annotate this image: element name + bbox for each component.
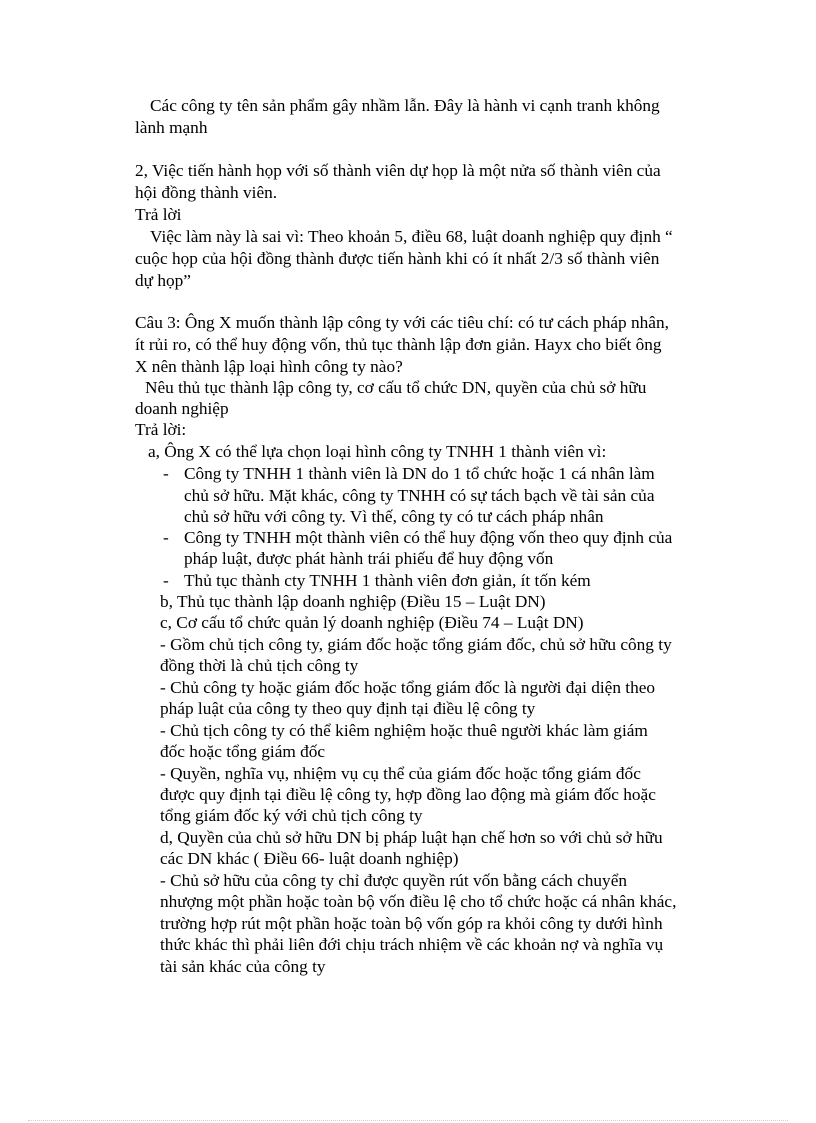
bullet-dash: - xyxy=(163,464,169,483)
section-line: tổng giám đốc ký với chủ tịch công ty xyxy=(160,806,423,825)
section-line: nhượng một phần hoặc toàn bộ vốn điều lệ cho tổ chức hoặc cá nhân khác, xyxy=(160,892,677,911)
bullet-dash: - xyxy=(163,528,169,547)
section-line: đồng thời là chủ tịch công ty xyxy=(160,656,359,675)
section-line: trường hợp rút một phần hoặc toàn bộ vốn góp ra khỏi công ty dưới hình xyxy=(160,914,663,933)
question-line: hội đồng thành viên. xyxy=(135,183,278,202)
bullet-line: Công ty TNHH 1 thành viên là DN do 1 tổ chức hoặc 1 cá nhân làm xyxy=(184,464,655,483)
question-line: 2, Việc tiến hành họp với số thành viên dự họp là một nửa số thành viên của xyxy=(135,161,661,180)
answer-section-d: d, Quyền của chủ sở hữu DN bị pháp luật hạn chế hơn so với chủ sở hữu xyxy=(160,828,663,847)
bullet-line: chủ sở hữu với công ty. Vì thế, công ty có tư cách pháp nhân xyxy=(184,507,604,526)
bullet-line: Công ty TNHH một thành viên có thể huy động vốn theo quy định của xyxy=(184,528,673,547)
section-line: tài sản khác của công ty xyxy=(160,957,326,976)
question-line: X nên thành lập loại hình công ty nào? xyxy=(135,357,403,376)
answer-line: cuộc họp của hội đồng thành được tiến hành khi có ít nhất 2/3 số thành viên xyxy=(135,249,660,268)
answer-label: Trả lời xyxy=(135,205,182,224)
section-line: - Chủ công ty hoặc giám đốc hoặc tổng giám đốc là người đại diện theo xyxy=(160,678,656,697)
answer-section-b: b, Thủ tục thành lập doanh nghiệp (Điều 15 – Luật DN) xyxy=(160,592,546,611)
answer-section-c: c, Cơ cấu tổ chức quản lý doanh nghiệp (Điều 74 – Luật DN) xyxy=(160,613,584,632)
section-line: pháp luật của công ty theo quy định tại điều lệ công ty xyxy=(160,699,536,718)
paragraph-line: Các công ty tên sản phẩm gây nhầm lẫn. Đây là hành vi cạnh tranh không xyxy=(150,96,660,115)
answer-label: Trả lời: xyxy=(135,420,187,439)
section-line: đốc hoặc tổng giám đốc xyxy=(160,742,326,761)
section-line: - Gồm chủ tịch công ty, giám đốc hoặc tổng giám đốc, chủ sở hữu công ty xyxy=(160,635,672,654)
page-bottom-divider xyxy=(28,1120,788,1121)
question-line: doanh nghiệp xyxy=(135,399,229,418)
question-line: ít rủi ro, có thể huy động vốn, thủ tục thành lập đơn giản. Hayx cho biết ông xyxy=(135,335,662,354)
bullet-line: Thủ tục thành cty TNHH 1 thành viên đơn giản, ít tốn kém xyxy=(184,571,591,590)
section-line: được quy định tại điều lệ công ty, hợp đồng lao động mà giám đốc hoặc xyxy=(160,785,656,804)
bullet-line: pháp luật, được phát hành trái phiếu để huy động vốn xyxy=(184,549,554,568)
paragraph-line: lành mạnh xyxy=(135,118,208,137)
answer-line: dự họp” xyxy=(135,271,191,290)
question-line: Nêu thủ tục thành lập công ty, cơ cấu tổ chức DN, quyền của chủ sở hữu xyxy=(145,378,647,397)
bullet-dash: - xyxy=(163,571,169,590)
section-line: các DN khác ( Điều 66- luật doanh nghiệp) xyxy=(160,849,459,868)
answer-section-a: a, Ông X có thể lựa chọn loại hình công ty TNHH 1 thành viên vì: xyxy=(148,442,607,461)
section-line: - Chủ sở hữu của công ty chỉ được quyền rút vốn bằng cách chuyển xyxy=(160,871,627,890)
answer-line: Việc làm này là sai vì: Theo khoản 5, điều 68, luật doanh nghiệp quy định “ xyxy=(150,227,673,246)
bullet-line: chủ sở hữu. Mặt khác, công ty TNHH có sự tách bạch về tài sản của xyxy=(184,486,655,505)
section-line: thức khác thì phải liên đới chịu trách nhiệm về các khoản nợ và nghĩa vụ xyxy=(160,935,664,954)
section-line: - Quyền, nghĩa vụ, nhiệm vụ cụ thể của giám đốc hoặc tổng giám đốc xyxy=(160,764,641,783)
section-line: - Chủ tịch công ty có thể kiêm nghiệm hoặc thuê người khác làm giám xyxy=(160,721,648,740)
question-line: Câu 3: Ông X muốn thành lập công ty với các tiêu chí: có tư cách pháp nhân, xyxy=(135,313,669,332)
